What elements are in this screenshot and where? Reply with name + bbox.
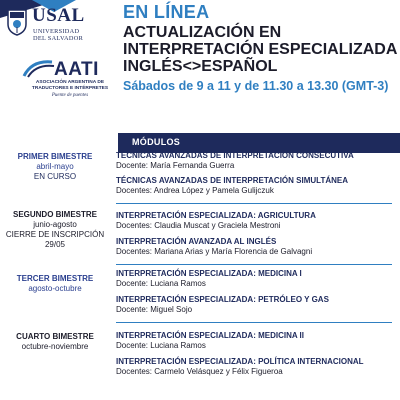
course-teacher: Docente: Miguel Sojo bbox=[116, 305, 193, 314]
section-divider bbox=[116, 322, 392, 323]
section-divider bbox=[116, 203, 392, 204]
course-title: INTERPRETACIÓN ESPECIALIZADA: MEDICINA I bbox=[116, 269, 302, 278]
aati-wave-icon bbox=[22, 58, 58, 78]
course-teacher: Docente: Luciana Ramos bbox=[116, 341, 206, 350]
usal-crest-icon bbox=[6, 8, 28, 36]
course-teacher: Docentes: Andrea López y Pamela Gulijczuk bbox=[116, 186, 274, 195]
aati-subtitle-2: TRADUCTORES E INTÉRPRETES bbox=[31, 86, 109, 91]
course-teacher: Docente: María Fernanda Guerra bbox=[116, 161, 235, 170]
period-name: TERCER BIMESTRE bbox=[16, 274, 94, 283]
course-title: INTERPRETACIÓN ESPECIALIZADA: POLÍTICA INTERNACIONAL bbox=[116, 357, 364, 366]
course-teacher: Docentes: Carmelo Velásquez y Félix Figueroa bbox=[116, 367, 283, 376]
course-title: TÉCNICAS AVANZADAS DE INTERPRETACIÓN CONSECUTIVA bbox=[116, 151, 354, 160]
course-item bbox=[116, 269, 400, 289]
period-dates: junio-agosto bbox=[33, 220, 77, 229]
period-status: CIERRE DE INSCRIPCIÓN bbox=[5, 230, 105, 239]
usal-logo bbox=[6, 6, 104, 46]
course-title: INTERPRETACIÓN ESPECIALIZADA: AGRICULTURA bbox=[116, 211, 316, 220]
usal-subtitle-2: DEL SALVADOR bbox=[33, 35, 84, 42]
usal-subtitle-1: UNIVERSIDAD bbox=[33, 28, 80, 35]
aati-logo bbox=[22, 58, 112, 106]
period-dates: octubre-noviembre bbox=[21, 342, 89, 351]
course-title: INTERPRETACIÓN ESPECIALIZADA: MEDICINA II bbox=[116, 331, 305, 340]
online-label: EN LÍNEA bbox=[123, 2, 210, 22]
period-name: SEGUNDO BIMESTRE bbox=[12, 210, 97, 219]
course-item bbox=[116, 331, 400, 351]
period-name: CUARTO BIMESTRE bbox=[16, 332, 94, 341]
aati-name: AATI bbox=[54, 59, 99, 80]
title-line-1: ACTUALIZACIÓN EN bbox=[123, 24, 282, 41]
period-name: PRIMER BIMESTRE bbox=[17, 152, 93, 161]
usal-name: USAL bbox=[32, 5, 85, 26]
course-teacher: Docentes: Claudia Muscat y Graciela Mestroni bbox=[116, 221, 281, 230]
aati-subtitle-1: ASOCIACIÓN ARGENTINA DE bbox=[35, 80, 105, 85]
period-status: EN CURSO bbox=[33, 172, 77, 181]
period-cuarto-bimestre bbox=[0, 332, 110, 352]
period-primer-bimestre bbox=[0, 152, 110, 182]
course-teacher: Docentes: Mariana Arias y María Florencia de Galvagni bbox=[116, 247, 313, 256]
course-item bbox=[116, 237, 400, 257]
course-title: TÉCNICAS AVANZADAS DE INTERPRETACIÓN SIMULTÁNEA bbox=[116, 176, 348, 185]
course-item bbox=[116, 211, 400, 231]
course-item bbox=[116, 295, 400, 315]
course-title: INTERPRETACIÓN ESPECIALIZADA: PETRÓLEO Y GAS bbox=[116, 295, 329, 304]
course-teacher: Docente: Luciana Ramos bbox=[116, 279, 206, 288]
title-line-3: INGLÉS<>ESPAÑOL bbox=[123, 58, 278, 75]
course-item bbox=[116, 151, 400, 171]
modules-header-bar bbox=[118, 133, 400, 153]
schedule-text: Sábados de 9 a 11 y de 11.30 a 13.30 (GMT-3) bbox=[123, 79, 389, 93]
course-item bbox=[116, 357, 400, 377]
page-title bbox=[123, 24, 398, 75]
period-dates: agosto-octubre bbox=[28, 284, 82, 293]
period-tercer-bimestre bbox=[0, 274, 110, 294]
course-title: INTERPRETACIÓN AVANZADA AL INGLÉS bbox=[116, 237, 277, 246]
course-item bbox=[116, 176, 400, 196]
period-status-date: 29/05 bbox=[44, 240, 66, 249]
period-segundo-bimestre bbox=[0, 210, 110, 250]
aati-tagline: Puente de puentes bbox=[51, 93, 89, 98]
section-divider bbox=[116, 264, 392, 265]
modules-label: MÓDULOS bbox=[132, 137, 181, 147]
period-dates: abril-mayo bbox=[36, 162, 74, 171]
title-line-2: INTERPRETACIÓN ESPECIALIZADA bbox=[123, 41, 398, 58]
